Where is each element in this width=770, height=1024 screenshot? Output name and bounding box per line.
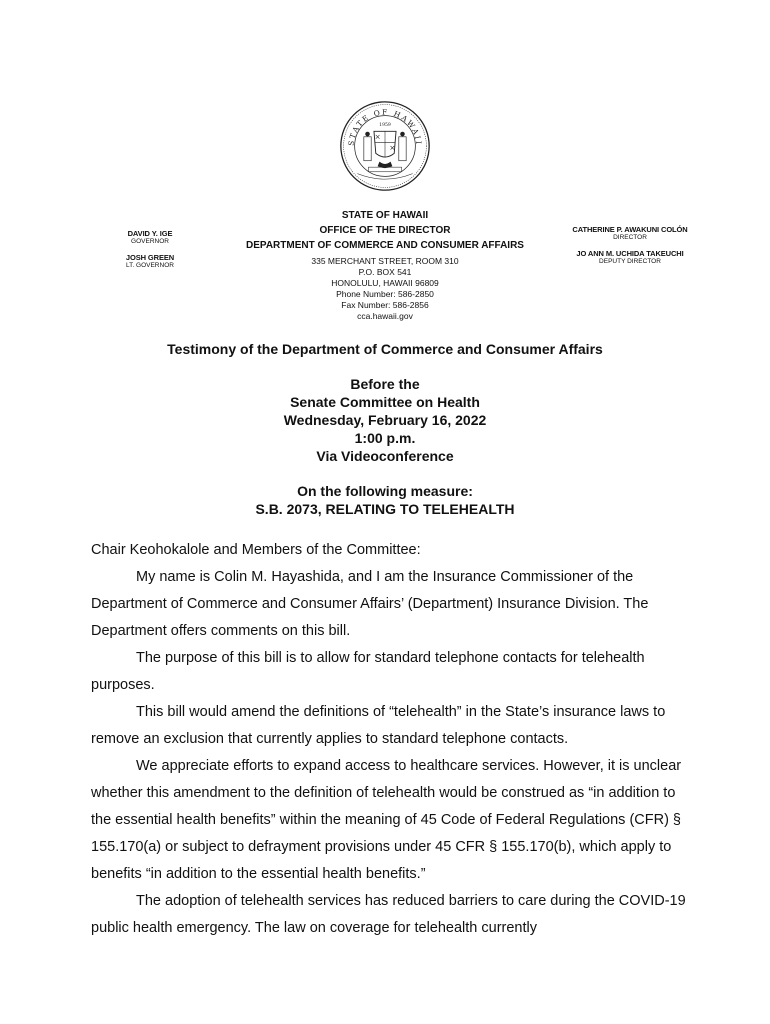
lt-governor-title: LT. GOVERNOR <box>126 262 174 269</box>
lt-governor-name: JOSH GREEN <box>125 253 175 262</box>
left-officials <box>95 229 205 277</box>
testimony-headings <box>0 341 770 518</box>
paragraph-4: We appreciate efforts to expand access to healthcare services. However, it is unclear whether this amendment to the definition of telehealth would be construed as “in addition to the essential health benefits” within the meaning of 45 Code of Federal Regulations (CFR) § 155.170(a) or subject to defrayment provisions under 45 CFR § 155.170(b), which apply to benefits “in addition to the essential health benefits.” <box>91 758 682 882</box>
address-street: 335 MERCHANT STREET, ROOM 310 <box>311 256 459 266</box>
hearing-date: Wednesday, February 16, 2022 <box>283 412 487 428</box>
phone-number: Phone Number: 586-2850 <box>336 289 434 299</box>
address-city: HONOLULU, HAWAII 96809 <box>331 278 439 288</box>
salutation: Chair Keohokalole and Members of the Committee: <box>91 542 421 558</box>
measure-intro: On the following measure: <box>297 483 473 499</box>
svg-text:1959: 1959 <box>379 122 391 128</box>
department-header <box>200 208 570 322</box>
paragraph-5: The adoption of telehealth services has reduced barriers to care during the COVID-19 public health emergency. The law on coverage for telehealth currently <box>91 893 686 936</box>
deputy-director-title: DEPUTY DIRECTOR <box>599 258 661 265</box>
office-name: OFFICE OF THE DIRECTOR <box>319 225 451 236</box>
paragraph-2: The purpose of this bill is to allow for standard telephone contacts for telehealth purposes. <box>91 650 645 693</box>
state-seal-icon <box>339 100 431 192</box>
website: cca.hawaii.gov <box>357 311 413 321</box>
hearing-time: 1:00 p.m. <box>354 430 416 446</box>
measure-title: S.B. 2073, RELATING TO TELEHEALTH <box>255 501 515 517</box>
director-name: CATHERINE P. AWAKUNI COLÓN <box>572 225 688 234</box>
governor-title: GOVERNOR <box>131 238 169 245</box>
testimony-body <box>91 537 691 942</box>
deputy-director-name: JO ANN M. UCHIDA TAKEUCHI <box>576 249 684 258</box>
department-name: DEPARTMENT OF COMMERCE AND CONSUMER AFFAIRS <box>246 240 524 251</box>
fax-number: Fax Number: 586-2856 <box>341 300 429 310</box>
paragraph-1: My name is Colin M. Hayashida, and I am the Insurance Commissioner of the Department of Commerce and Consumer Affairs’ (Department) Insurance Division. The Department offers comments on this bill. <box>91 569 649 639</box>
hearing-venue: Via Videoconference <box>316 448 454 464</box>
right-officials <box>565 225 695 273</box>
governor-name: DAVID Y. IGE <box>127 229 173 238</box>
svg-text:STATE OF HAWAII: STATE OF HAWAII <box>346 107 424 147</box>
before-line: Before the <box>350 376 420 392</box>
paragraph-3: This bill would amend the definitions of “telehealth” in the State’s insurance laws to remove an exclusion that currently applies to standard telephone contacts. <box>91 704 666 747</box>
director-title: DIRECTOR <box>613 234 647 241</box>
testimony-title: Testimony of the Department of Commerce and Consumer Affairs <box>167 341 603 357</box>
state-name: STATE OF HAWAII <box>341 210 429 221</box>
address-pobox: P.O. BOX 541 <box>358 267 412 277</box>
committee-name: Senate Committee on Health <box>290 394 480 410</box>
